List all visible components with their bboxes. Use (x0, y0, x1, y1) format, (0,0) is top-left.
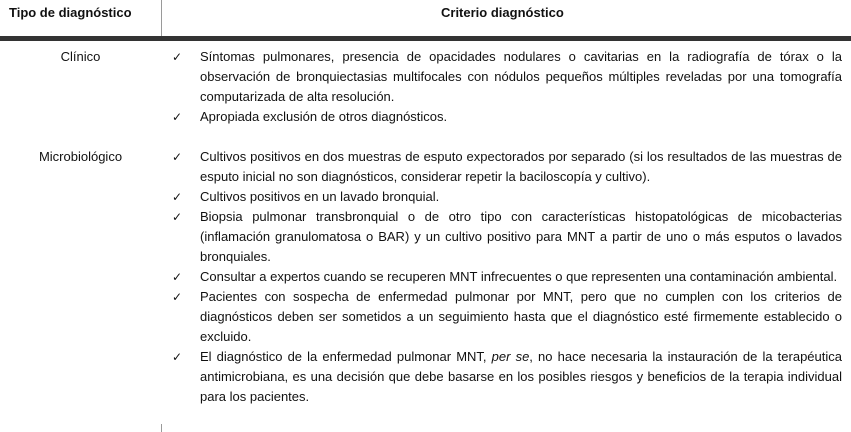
criterion-text: Consultar a expertos cuando se recuperen MNT infrecuentes o que representen una contaminación ambiental. (200, 269, 838, 284)
clinical-criteria-list (170, 47, 842, 127)
list-item (170, 347, 842, 407)
check-icon: ✓ (172, 290, 183, 304)
check-icon: ✓ (172, 350, 183, 364)
list-item (170, 287, 842, 347)
check-icon: ✓ (172, 150, 183, 164)
criterion-text-before: El diagnóstico de la enfermedad pulmonar MNT, (200, 349, 492, 364)
header-diagnostic-criteria: Criterio diagnóstico (441, 5, 564, 20)
column-divider-bottom (161, 424, 162, 432)
row-label-clinical: Clínico (60, 49, 101, 64)
criterion-text: Cultivos positivos en un lavado bronquial. (200, 189, 440, 204)
row-label-microbiological: Microbiológico (38, 149, 123, 164)
criterion-text: Síntomas pulmonares, presencia de opacidades nodulares o cavitarias en la radiografía de tórax o la observación de bronquiectasias multifocales con nódulos pequeños múltiples reveladas por una tomografía computarizada de alta resolución. (200, 49, 842, 104)
criterion-text-after: , no hace necesaria la instauración de la terapéutica antimicrobiana, es una decisión que debe basarse en los posibles riesgos y beneficios de la terapia individual para los pacientes. (200, 349, 842, 404)
table-header (0, 0, 851, 36)
header-diagnosis-type: Tipo de diagnóstico (9, 5, 132, 20)
list-item (170, 47, 842, 107)
list-item (170, 267, 842, 287)
criterion-text: Cultivos positivos en dos muestras de esputo expectorados por separado (si los resultados de las muestras de esputo inicial no son diagnósticos, considerar repetir la baciloscopía y cultivo). (200, 149, 842, 184)
criterion-text: Apropiada exclusión de otros diagnósticos. (200, 109, 448, 124)
check-icon: ✓ (172, 50, 183, 64)
check-icon: ✓ (172, 270, 183, 284)
check-icon: ✓ (172, 110, 183, 124)
check-icon: ✓ (172, 210, 183, 224)
list-item (170, 107, 842, 127)
criterion-text: Biopsia pulmonar transbronquial o de otro tipo con características histopatológicas de micobacterias (inflamación granulomatosa o BAR) y un cultivo positivo para MNT a partir de uno o más esputos o lavados bronquiales. (200, 209, 842, 264)
header-rule (0, 36, 851, 41)
list-item (170, 207, 842, 267)
criterion-text: Pacientes con sospecha de enfermedad pulmonar por MNT, pero que no cumplen con los criterios de diagnósticos deben ser sometidos a un seguimiento hasta que el diagnóstico esté firmemente establecido o excluido. (200, 289, 842, 344)
list-item (170, 147, 842, 187)
criterion-emphasis: per se (491, 349, 530, 364)
check-icon: ✓ (172, 190, 183, 204)
microbiological-criteria-list (170, 147, 842, 407)
column-divider (161, 0, 162, 36)
list-item (170, 187, 842, 207)
